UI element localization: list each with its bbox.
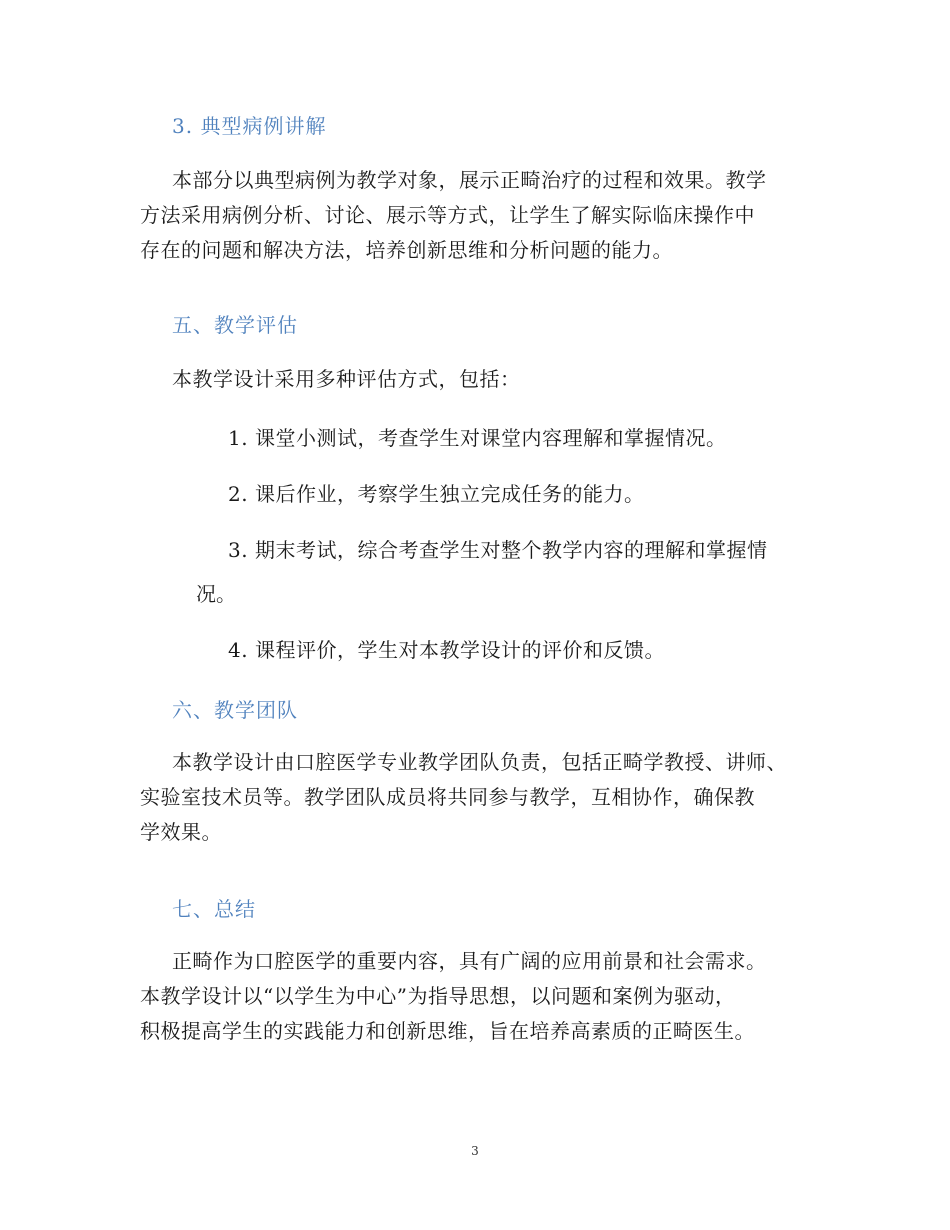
paragraph-line: 积极提高学生的实践能力和创新思维，旨在培养高素质的正畸医生。 [140, 1019, 755, 1043]
case-paragraph [140, 163, 840, 268]
eval-item-2: 2. 课后作业，考察学生独立完成任务的能力。 [228, 482, 645, 506]
paragraph-line: 本教学设计采用多种评估方式，包括： [172, 367, 521, 391]
team-heading: 六、教学团队 [172, 698, 298, 722]
team-paragraph [140, 745, 840, 850]
page-number: 3 [471, 1144, 479, 1158]
paragraph-line: 实验室技术员等。教学团队成员将共同参与教学，互相协作，确保教 [140, 785, 755, 809]
eval-item-3: 3. 期末考试，综合考查学生对整个教学内容的理解和掌握情 [228, 538, 768, 562]
case-heading: 3. 典型病例讲解 [172, 114, 327, 138]
eval-heading: 五、教学评估 [172, 313, 298, 337]
paragraph-line: 正畸作为口腔医学的重要内容，具有广阔的应用前景和社会需求。 [172, 949, 767, 973]
eval-item-1: 1. 课堂小测试，考查学生对课堂内容理解和掌握情况。 [228, 426, 727, 450]
paragraph-line: 存在的问题和解决方法，培养创新思维和分析问题的能力。 [140, 238, 673, 262]
eval-item-4: 4. 课程评价，学生对本教学设计的评价和反馈。 [228, 638, 665, 662]
eval-item-3-continued: 况。 [196, 582, 236, 606]
paragraph-line: 本教学设计由口腔医学专业教学团队负责，包括正畸学教授、讲师、 [172, 750, 787, 774]
paragraph-line: 本教学设计以“以学生为中心”为指导思想，以问题和案例为驱动， [140, 984, 736, 1008]
paragraph-line: 本部分以典型病例为教学对象，展示正畸治疗的过程和效果。教学 [172, 168, 767, 192]
paragraph-line: 学效果。 [140, 820, 222, 844]
summary-heading: 七、总结 [172, 897, 256, 921]
summary-paragraph [140, 944, 840, 1049]
eval-intro [140, 362, 840, 397]
paragraph-line: 方法采用病例分析、讨论、展示等方式，让学生了解实际临床操作中 [140, 203, 755, 227]
